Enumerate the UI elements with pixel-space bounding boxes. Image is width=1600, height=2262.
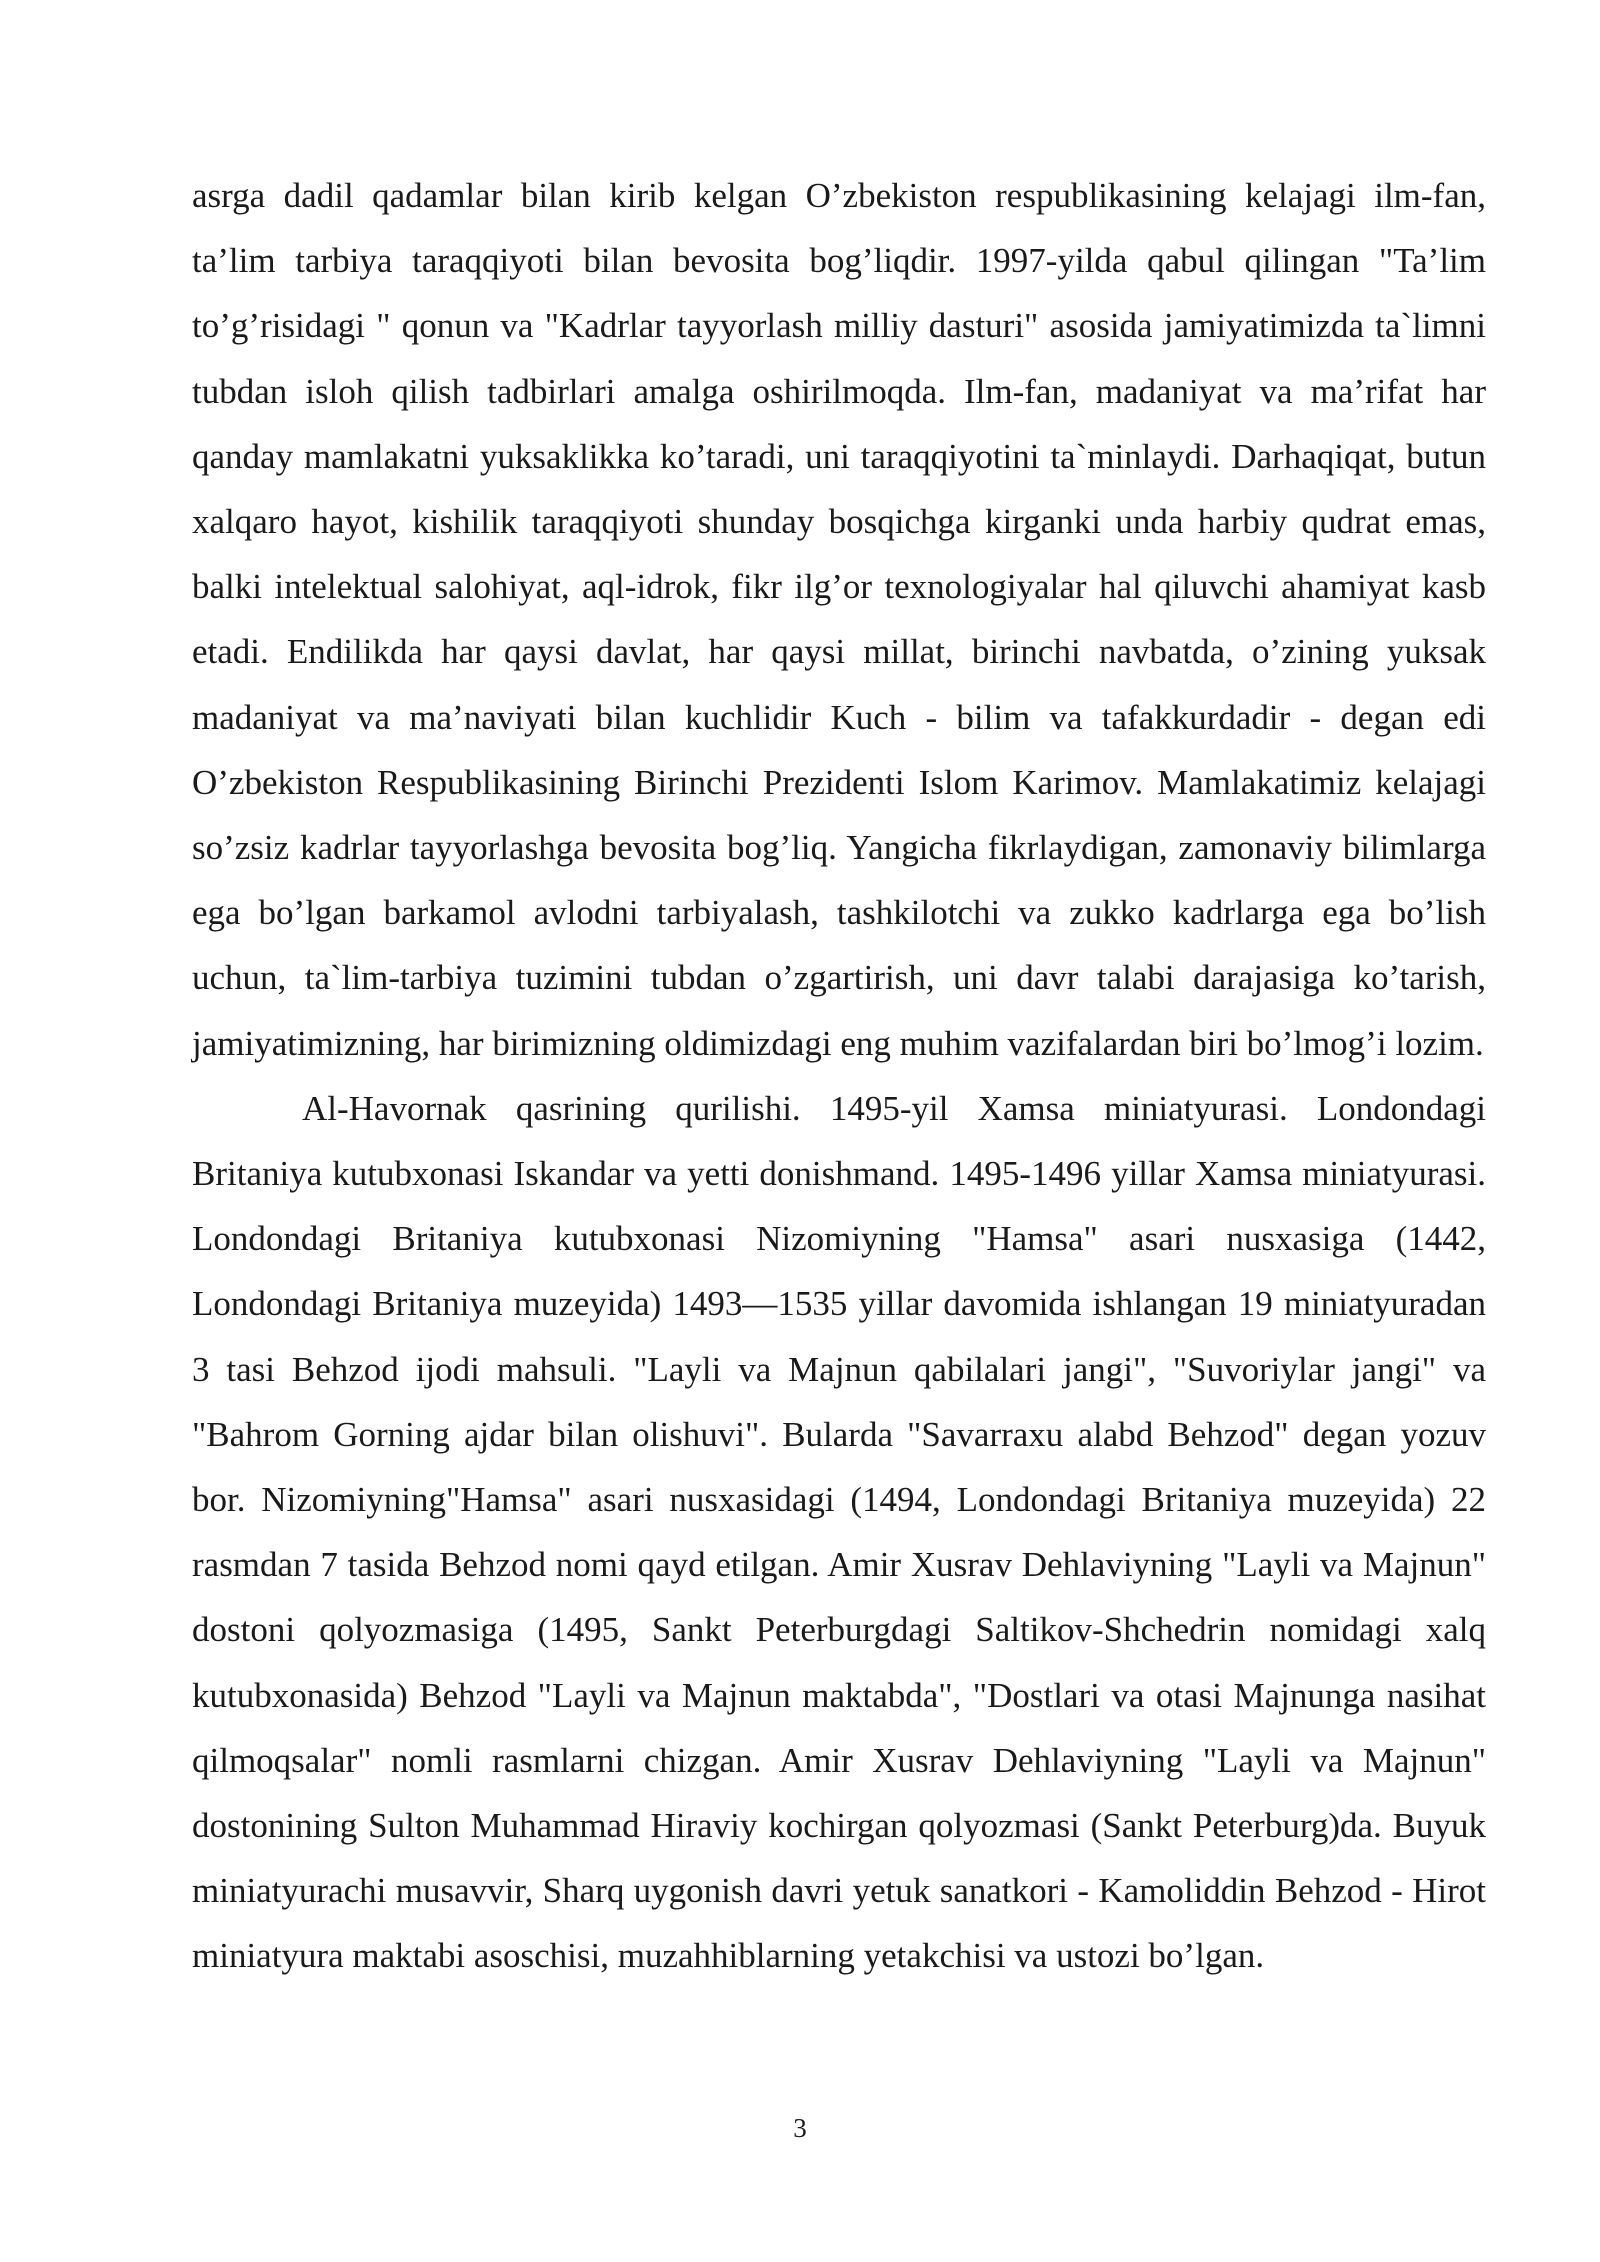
document-body [192,163,1486,1989]
paragraph-behzod-miniatures: Al-Havornak qasrining qurilishi. 1495-yil Xamsa miniatyurasi. Londondagi Britaniya kutubxonasi Iskandar va yetti donishmand. 1495-1496 yillar Xamsa miniatyurasi. Londondagi Britaniya kutubxonasi Nizomiyning "Hamsa" asari nusxasiga (1442, Londondagi Britaniya muzeyida) 1493—1535 yillar davomida ishlangan 19 miniatyuradan 3 tasi Behzod ijodi mahsuli. "Layli va Majnun qabilalari jangi", "Suvoriylar jangi" va "Bahrom Gorning ajdar bilan olishuvi". Bularda "Savarraxu alabd Behzod" degan yozuv bor. Nizomiyning"Hamsa" asari nusxasidagi (1494, Londondagi Britaniya muzeyida) 22 rasmdan 7 tasida Behzod nomi qayd etilgan. Amir Xusrav Dehlaviyning "Layli va Majnun" dostoni qolyozmasiga (1495, Sankt Peterburgdagi Saltikov-Shchedrin nomidagi xalq kutubxonasida) Behzod "Layli va Majnun maktabda", "Dostlari va otasi Majnunga nasihat qilmoqsalar" nomli rasmlarni chizgan. Amir Xusrav Dehlaviyning "Layli va Majnun" dostonining Sulton Muhammad Hiraviy kochirgan qolyozmasi (Sankt Peterburg)da. Buyuk miniatyurachi musavvir, Sharq uygonish davri yetuk sanatkori - Kamoliddin Behzod - Hirot miniatyura maktabi asoschisi, muzahhiblarning yetakchisi va ustozi bo’lgan. [192,1088,1486,1976]
page-number: 3 [793,2113,807,2143]
paragraph-intro: asrga dadil qadamlar bilan kirib kelgan O’zbekiston respublikasining kelajagi ilm-fan, ta’lim tarbiya taraqqiyoti bilan bevosita bog’liqdir. 1997-yilda qabul qilingan "Ta’lim to’g’risidagi " qonun va "Kadrlar tayyorlash milliy dasturi" asosida jamiyatimizda ta`limni tubdan isloh qilish tadbirlari amalga oshirilmoqda. Ilm-fan, madaniyat va ma’rifat har qanday mamlakatni yuksaklikka ko’taradi, uni taraqqiyotini ta`minlaydi. Darhaqiqat, butun xalqaro hayot, kishilik taraqqiyoti shunday bosqichga kirganki unda harbiy qudrat emas, balki intelektual salohiyat, aql-idrok, fikr ilg’or texnologiyalar hal qiluvchi ahamiyat kasb etadi. Endilikda har qaysi davlat, har qaysi millat, birinchi navbatda, o’zining yuksak madaniyat va ma’naviyati bilan kuchlidir Kuch - bilim va tafakkurdadir - degan edi O’zbekiston Respublikasining Birinchi Prezidenti Islom Karimov. Mamlakatimiz kelajagi so’zsiz kadrlar tayyorlashga bevosita bog’liq. Yangicha fikrlaydigan, zamonaviy bilimlarga ega bo’lgan barkamol avlodni tarbiyalash, tashkilotchi va zukko kadrlarga ega bo’lish uchun, ta`lim-tarbiya tuzimini tubdan o’zgartirish, uni davr talabi darajasiga ko’tarish, jamiyatimizning, har birimizning oldimizdagi eng muhim vazifalardan biri bo’lmog’i lozim. [192,176,1486,1063]
